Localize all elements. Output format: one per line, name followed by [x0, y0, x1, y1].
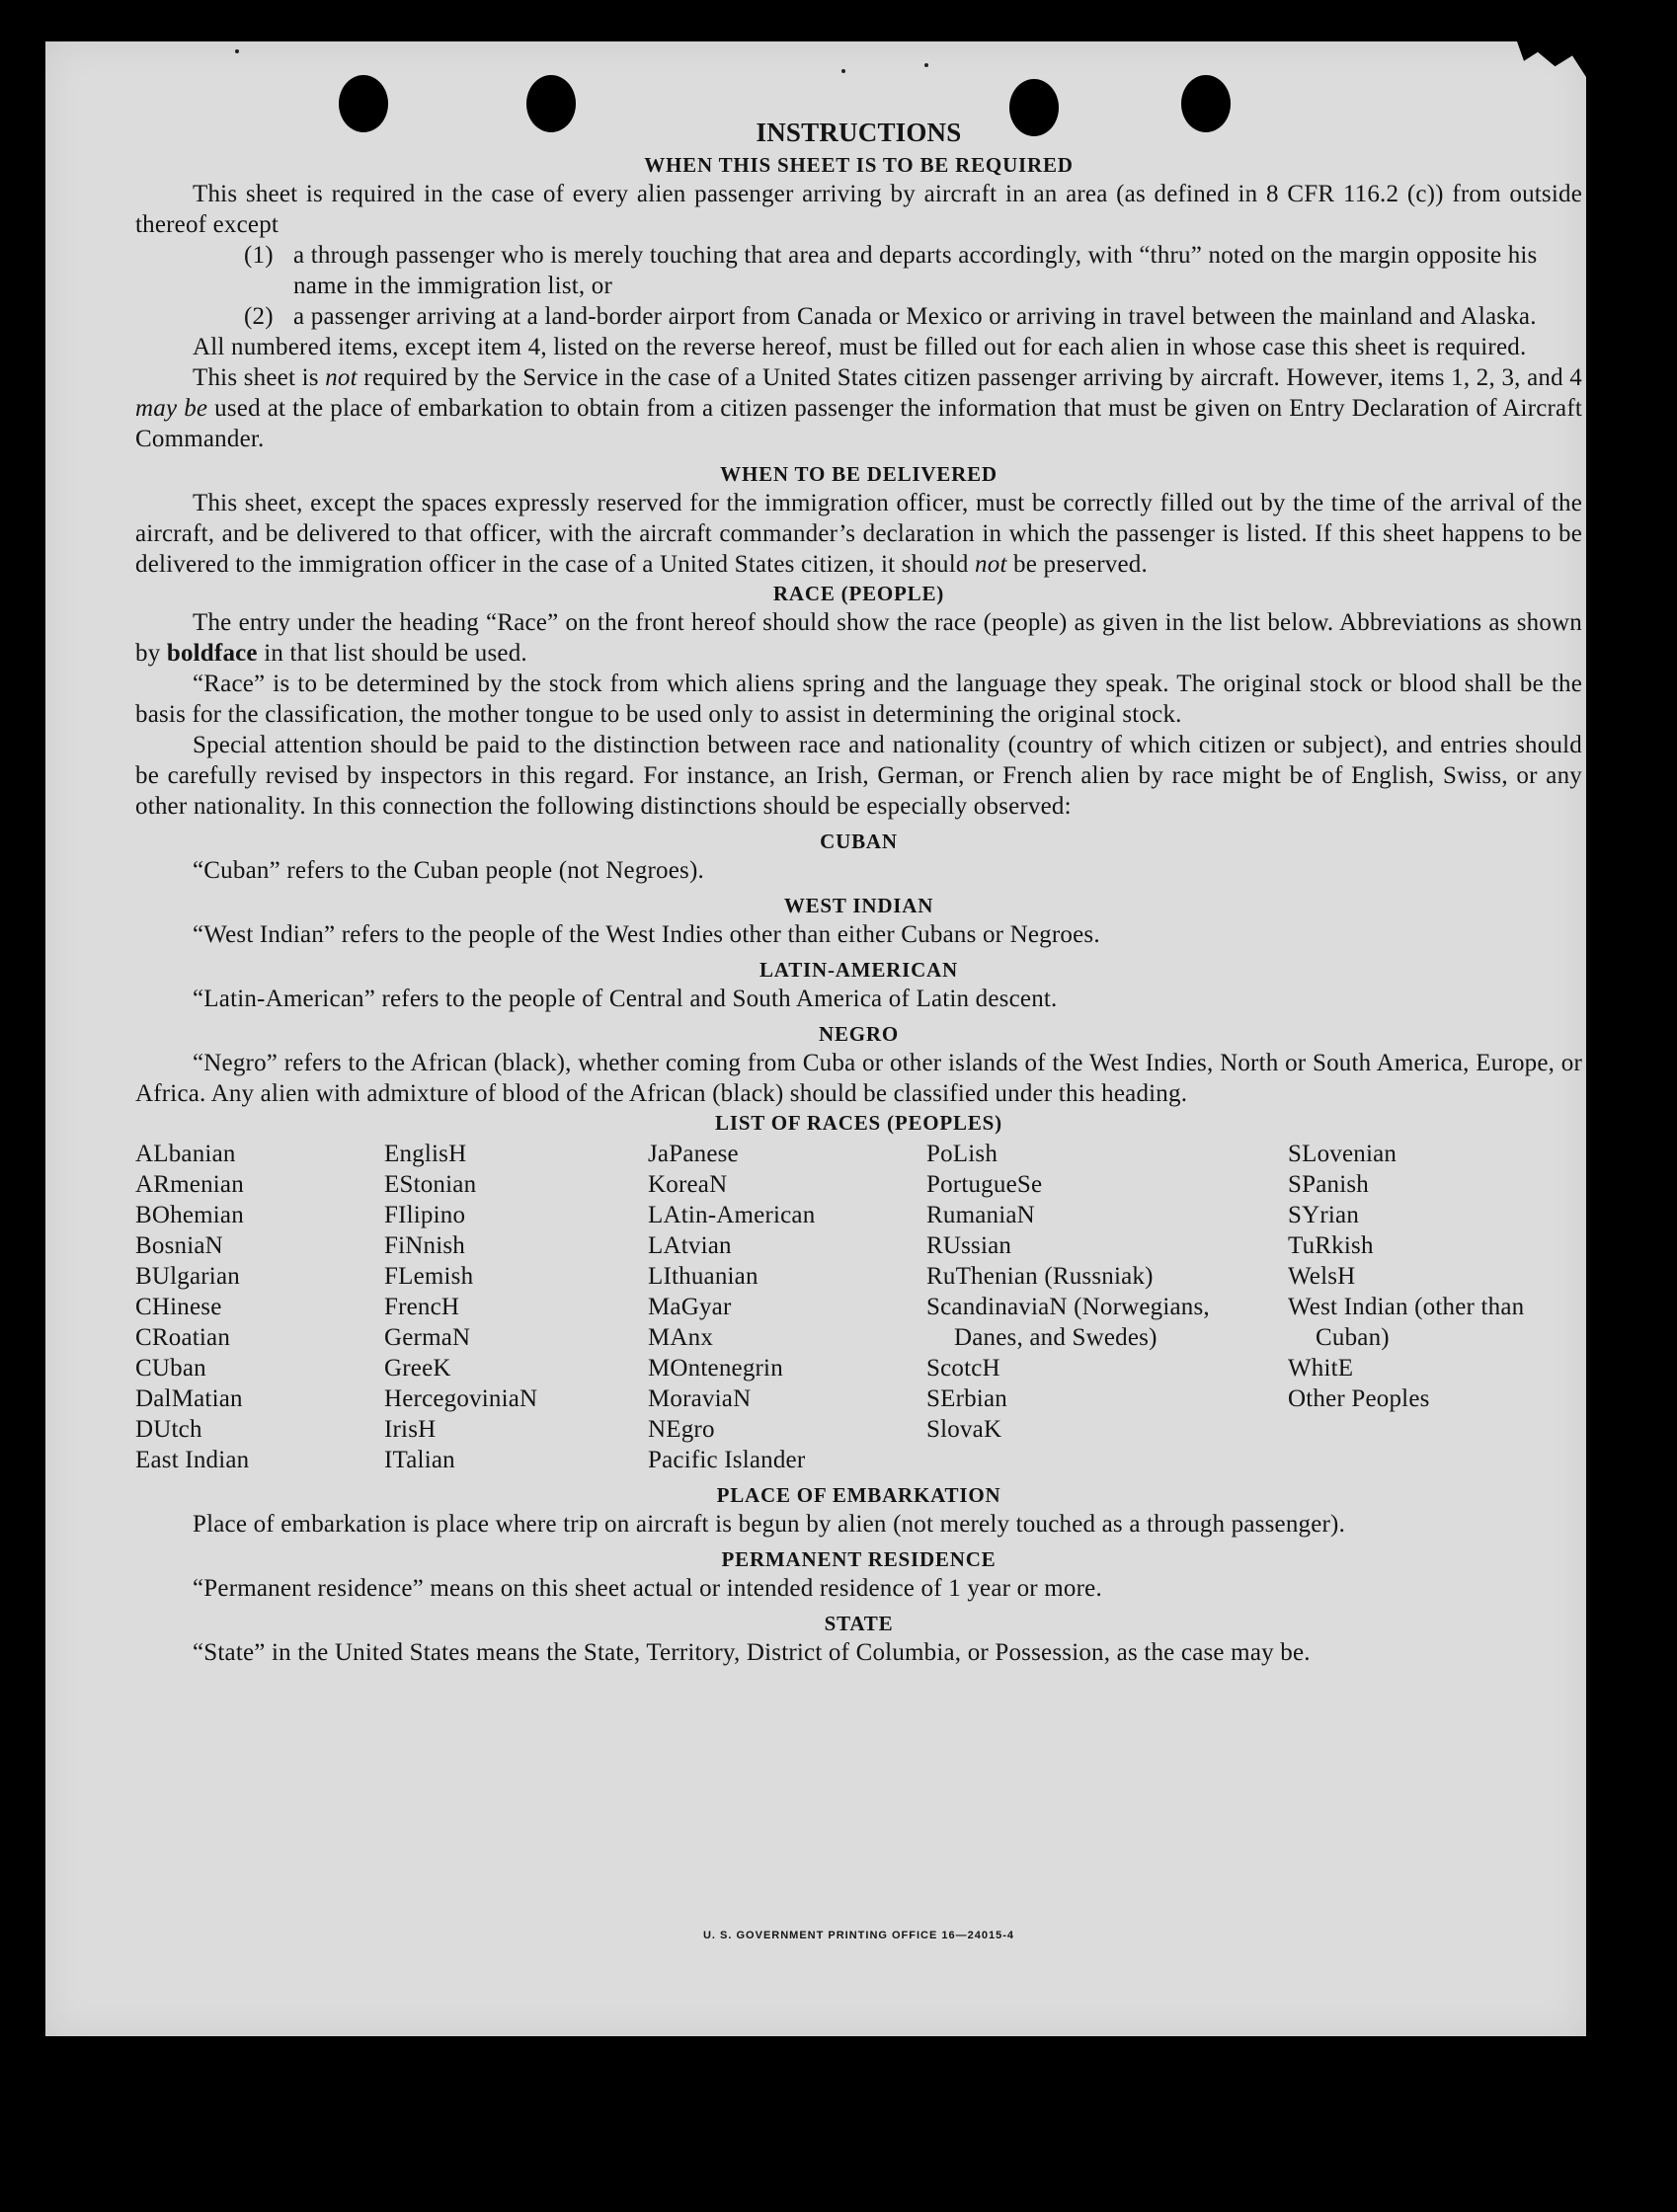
race-entry: FiNnish — [384, 1232, 465, 1259]
heading-when-required: WHEN THIS SHEET IS TO BE REQUIRED — [644, 153, 1074, 177]
race-entry: SLovenian — [1288, 1141, 1398, 1167]
paragraph: “Race” is to be determined by the stock from which aliens spring and the language they speak. The original stock or blood shall be the basis for the classification, the mother tongue to be used only to assist in determining the original stock. — [135, 671, 1582, 728]
speck — [841, 69, 845, 73]
race-entry: RuThenian (Russniak) — [926, 1263, 1154, 1290]
heading-negro: NEGRO — [818, 1022, 899, 1046]
document-sheet — [45, 41, 1586, 2036]
race-entry: MOntenegrin — [648, 1355, 783, 1382]
race-entry: ITalian — [384, 1447, 455, 1473]
race-entry: BOhemian — [135, 1202, 244, 1228]
race-entry: CHinese — [135, 1294, 222, 1320]
heading-west-indian: WEST INDIAN — [783, 894, 934, 917]
list-item — [135, 240, 1582, 301]
race-entry: DalMatian — [135, 1385, 243, 1412]
heading-cuban: CUBAN — [820, 830, 898, 853]
race-entry: LIthuanian — [648, 1263, 759, 1290]
race-entry: East Indian — [135, 1447, 250, 1473]
races-column — [384, 1139, 648, 1475]
race-entry: WhitE — [1288, 1355, 1354, 1382]
paragraph: This sheet is required in the case of every alien passenger arriving by aircraft in an area (as defined in 8 CFR 116.2 (c)) from outside thereof except — [135, 181, 1582, 238]
race-entry: LAtin-American — [648, 1202, 816, 1228]
heading-list-of-races: LIST OF RACES (PEOPLES) — [715, 1111, 1002, 1135]
speck — [924, 63, 928, 67]
race-entry: LAtvian — [648, 1232, 732, 1259]
heading-race: RACE (PEOPLE) — [772, 582, 945, 605]
instructions-content — [135, 116, 1582, 1668]
race-entry: EnglisH — [384, 1141, 467, 1167]
race-entry: FrencH — [384, 1294, 460, 1320]
race-entry: RumaniaN — [926, 1202, 1035, 1228]
race-entry: HercegoviniaN — [384, 1385, 538, 1412]
race-entry: ScandinaviaN (Norwegians, Danes, and Swedes) — [926, 1294, 1210, 1351]
race-entry: West Indian (other than Cuban) — [1288, 1294, 1525, 1351]
paragraph: Place of embarkation is place where trip on aircraft is begun by alien (not merely touched as a through passenger). — [193, 1511, 1346, 1538]
paragraph: Special attention should be paid to the distinction between race and nationality (country of which citizen or subject), and entries should be carefully revised by inspectors in this regard. For instance, an Irish, German, or French alien by race might be of English, Swiss, or any other nationality. In this connection the following distinctions should be especially observed: — [135, 732, 1582, 820]
race-entry: SYrian — [1288, 1202, 1360, 1228]
race-entry: ARmenian — [135, 1171, 244, 1198]
race-entry: BUlgarian — [135, 1263, 240, 1290]
paragraph: “State” in the United States means the State, Territory, District of Columbia, or Possession, as the case may be. — [193, 1639, 1311, 1666]
race-entry: KoreaN — [648, 1171, 728, 1198]
race-entry: PoLish — [926, 1141, 998, 1167]
race-entry: ScotcH — [926, 1355, 1000, 1382]
heading-when-delivered: WHEN TO BE DELIVERED — [720, 462, 998, 486]
races-column — [648, 1139, 926, 1475]
heading-state: STATE — [824, 1612, 894, 1635]
races-column — [1288, 1139, 1545, 1475]
race-entry: MoraviaN — [648, 1385, 752, 1412]
paragraph: “West Indian” refers to the people of the West Indies other than either Cubans or Negroes. — [193, 921, 1100, 948]
race-entry: ALbanian — [135, 1141, 236, 1167]
race-entry: JaPanese — [648, 1141, 739, 1167]
race-entry: GreeK — [384, 1355, 451, 1382]
race-entry: Other Peoples — [1288, 1385, 1430, 1412]
race-entry: RUssian — [926, 1232, 1012, 1259]
paragraph: The entry under the heading “Race” on the front hereof should show the race (people) as given in the list below. Abbreviations as shown by boldface in that list should be used. — [135, 609, 1582, 667]
race-entry: FIlipino — [384, 1202, 466, 1228]
races-column — [926, 1139, 1288, 1475]
heading-latin-american: LATIN-AMERICAN — [759, 958, 958, 982]
race-entry: DUtch — [135, 1416, 202, 1443]
races-column — [135, 1139, 384, 1475]
item-text: a through passenger who is merely touching that area and departs accordingly, with “thru” noted on the margin opposite his name in the immigration list, or — [293, 242, 1538, 299]
race-entry: IrisH — [384, 1416, 437, 1443]
race-entry: CRoatian — [135, 1324, 231, 1351]
torn-corner — [1517, 41, 1586, 77]
race-entry: Pacific Islander — [648, 1447, 806, 1473]
paragraph: All numbered items, except item 4, listed on the reverse hereof, must be filled out for each alien in whose case this sheet is required. — [193, 334, 1527, 360]
heading-permanent-residence: PERMANENT RESIDENCE — [721, 1547, 997, 1571]
paragraph: This sheet is not required by the Service in the case of a United States citizen passenger arriving by aircraft. However, items 1, 2, 3, and 4 may be used at the place of embarkation to obtain from a citizen passenger the information that must be given on Entry Declaration of Aircraft Commander. — [135, 364, 1583, 452]
race-entry: GermaN — [384, 1324, 471, 1351]
speck — [235, 49, 239, 53]
race-entry: SPanish — [1288, 1171, 1369, 1198]
paragraph: “Latin-American” refers to the people of Central and South America of Latin descent. — [193, 986, 1058, 1012]
race-entry: MAnx — [648, 1324, 714, 1351]
item-number: (2) — [244, 303, 274, 330]
race-entry: SlovaK — [926, 1416, 1002, 1443]
race-entry: EStonian — [384, 1171, 477, 1198]
paragraph: “Cuban” refers to the Cuban people (not Negroes). — [193, 857, 704, 884]
item-text: a passenger arriving at a land-border airport from Canada or Mexico or arriving in travel between the mainland and Alaska. — [293, 303, 1537, 330]
race-entry: MaGyar — [648, 1294, 732, 1320]
race-entry: PortugueSe — [926, 1171, 1043, 1198]
race-entry: SErbian — [926, 1385, 1007, 1412]
heading-embarkation: PLACE OF EMBARKATION — [716, 1483, 1001, 1507]
race-entry: NEgro — [648, 1416, 715, 1443]
race-entry: CUban — [135, 1355, 206, 1382]
race-entry: BosniaN — [135, 1232, 223, 1259]
page-title: INSTRUCTIONS — [756, 118, 962, 147]
list-item — [135, 301, 1582, 332]
race-entry: TuRkish — [1288, 1232, 1374, 1259]
paragraph: “Negro” refers to the African (black), whether coming from Cuba or other islands of the West Indies, North or South America, Europe, or Africa. Any alien with admixture of blood of the African (black) should be classified under this heading. — [135, 1050, 1582, 1107]
printer-imprint: U. S. GOVERNMENT PRINTING OFFICE 16—24015-4 — [702, 1930, 1014, 1941]
race-entry: WelsH — [1288, 1263, 1356, 1290]
races-list — [135, 1139, 1582, 1475]
paragraph: “Permanent residence” means on this sheet actual or intended residence of 1 year or more. — [193, 1575, 1102, 1602]
paragraph: This sheet, except the spaces expressly reserved for the immigration officer, must be correctly filled out by the time of the arrival of the aircraft, and be delivered to that officer, with the aircraft commander’s declaration in which the passenger is listed. If this sheet happens to be delivered to the immigration officer in the case of a United States citizen, it should not be preserved. — [135, 490, 1582, 578]
race-entry: FLemish — [384, 1263, 474, 1290]
item-number: (1) — [244, 242, 274, 269]
